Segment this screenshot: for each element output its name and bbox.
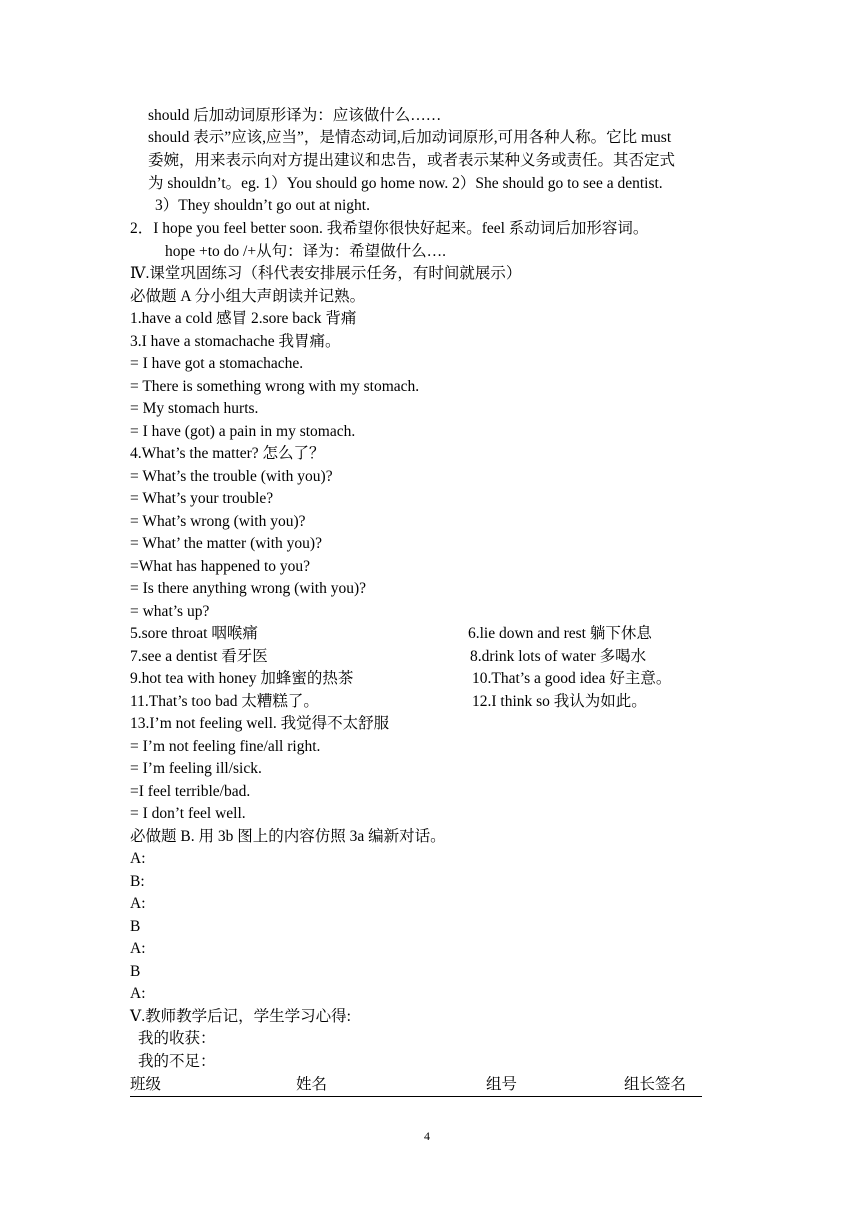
- text-line: 9.hot tea with honey 加蜂蜜的热茶: [130, 670, 354, 687]
- section-heading: Ⅴ.教师教学后记，学生学习心得:: [130, 1008, 351, 1025]
- text-line: 3）They shouldn’t go out at night.: [155, 197, 370, 214]
- dialogue-line: A:: [130, 850, 146, 867]
- text-line: 委婉，用来表示向对方提出建议和忠告，或者表示某种义务或责任。其否定式: [148, 152, 676, 169]
- dialogue-line: B: [130, 963, 141, 980]
- text-line: 我的不足：: [138, 1053, 216, 1070]
- text-line: 2．I hope you feel better soon. 我希望你很快好起来。feel 系动词后加形容词。: [130, 220, 649, 237]
- dialogue-line: A:: [130, 940, 146, 957]
- text-line: =I feel terrible/bad.: [130, 783, 251, 800]
- signature-row: [130, 1074, 702, 1097]
- text-line: 5.sore throat 咽喉痛: [130, 625, 258, 642]
- class-label: 班级: [130, 1076, 162, 1093]
- text-line: 必做题 A 分小组大声朗读并记熟。: [130, 288, 366, 305]
- text-line: =What has happened to you?: [130, 558, 311, 575]
- text-line: = I’m feeling ill/sick.: [130, 760, 262, 777]
- text-line: = I have (got) a pain in my stomach.: [130, 423, 356, 440]
- text-line: = What’s wrong (with you)?: [130, 513, 306, 530]
- group-label: 组号: [486, 1076, 518, 1093]
- text-line: = My stomach hurts.: [130, 400, 259, 417]
- text-line: should 后加动词原形译为：应该做什么……: [148, 107, 442, 124]
- dialogue-line: A:: [130, 895, 146, 912]
- dialogue-line: B: [130, 918, 141, 935]
- text-line: = what’s up?: [130, 603, 210, 620]
- text-line: 13.I’m not feeling well. 我觉得不太舒服: [130, 715, 390, 732]
- text-line: 11.That’s too bad 太糟糕了。: [130, 693, 319, 710]
- dialogue-line: B:: [130, 873, 145, 890]
- text-line: 12.I think so 我认为如此。: [472, 693, 647, 710]
- text-line: 为 shouldn’t。eg. 1）You should go home now. 2）She should go to see a dentist.: [148, 175, 663, 192]
- text-line: 我的收获：: [138, 1030, 216, 1047]
- page-number: 4: [424, 1129, 430, 1143]
- name-label: 姓名: [296, 1076, 328, 1093]
- text-line: = There is something wrong with my stomach.: [130, 378, 420, 395]
- text-line: hope +to do /+从句：译为：希望做什么….: [165, 243, 446, 260]
- text-line: should 表示”应该,应当”，是情态动词,后加动词原形,可用各种人称。它比 must: [148, 129, 672, 146]
- text-line: = What’ the matter (with you)?: [130, 535, 322, 552]
- text-line: 8.drink lots of water 多喝水: [470, 648, 647, 665]
- text-line: 10.That’s a good idea 好主意。: [472, 670, 672, 687]
- text-line: = What’s the trouble (with you)?: [130, 468, 333, 485]
- text-line: 7.see a dentist 看牙医: [130, 648, 268, 665]
- text-line: = I have got a stomachache.: [130, 355, 304, 372]
- text-line: 必做题 B. 用 3b 图上的内容仿照 3a 编新对话。: [130, 828, 446, 845]
- text-line: 6.lie down and rest 躺下休息: [468, 625, 652, 642]
- text-line: 1.have a cold 感冒 2.sore back 背痛: [130, 310, 357, 327]
- text-line: = What’s your trouble?: [130, 490, 274, 507]
- text-line: 3.I have a stomachache 我胃痛。: [130, 333, 341, 350]
- text-line: = I’m not feeling fine/all right.: [130, 738, 321, 755]
- dialogue-line: A:: [130, 985, 146, 1002]
- section-heading: Ⅳ.课堂巩固练习（科代表安排展示任务，有时间就展示）: [130, 265, 522, 282]
- text-line: = Is there anything wrong (with you)?: [130, 580, 367, 597]
- leader-signature-label: 组长签名: [624, 1076, 687, 1093]
- text-line: 4.What’s the matter? 怎么了？: [130, 445, 325, 462]
- text-line: = I don’t feel well.: [130, 805, 246, 822]
